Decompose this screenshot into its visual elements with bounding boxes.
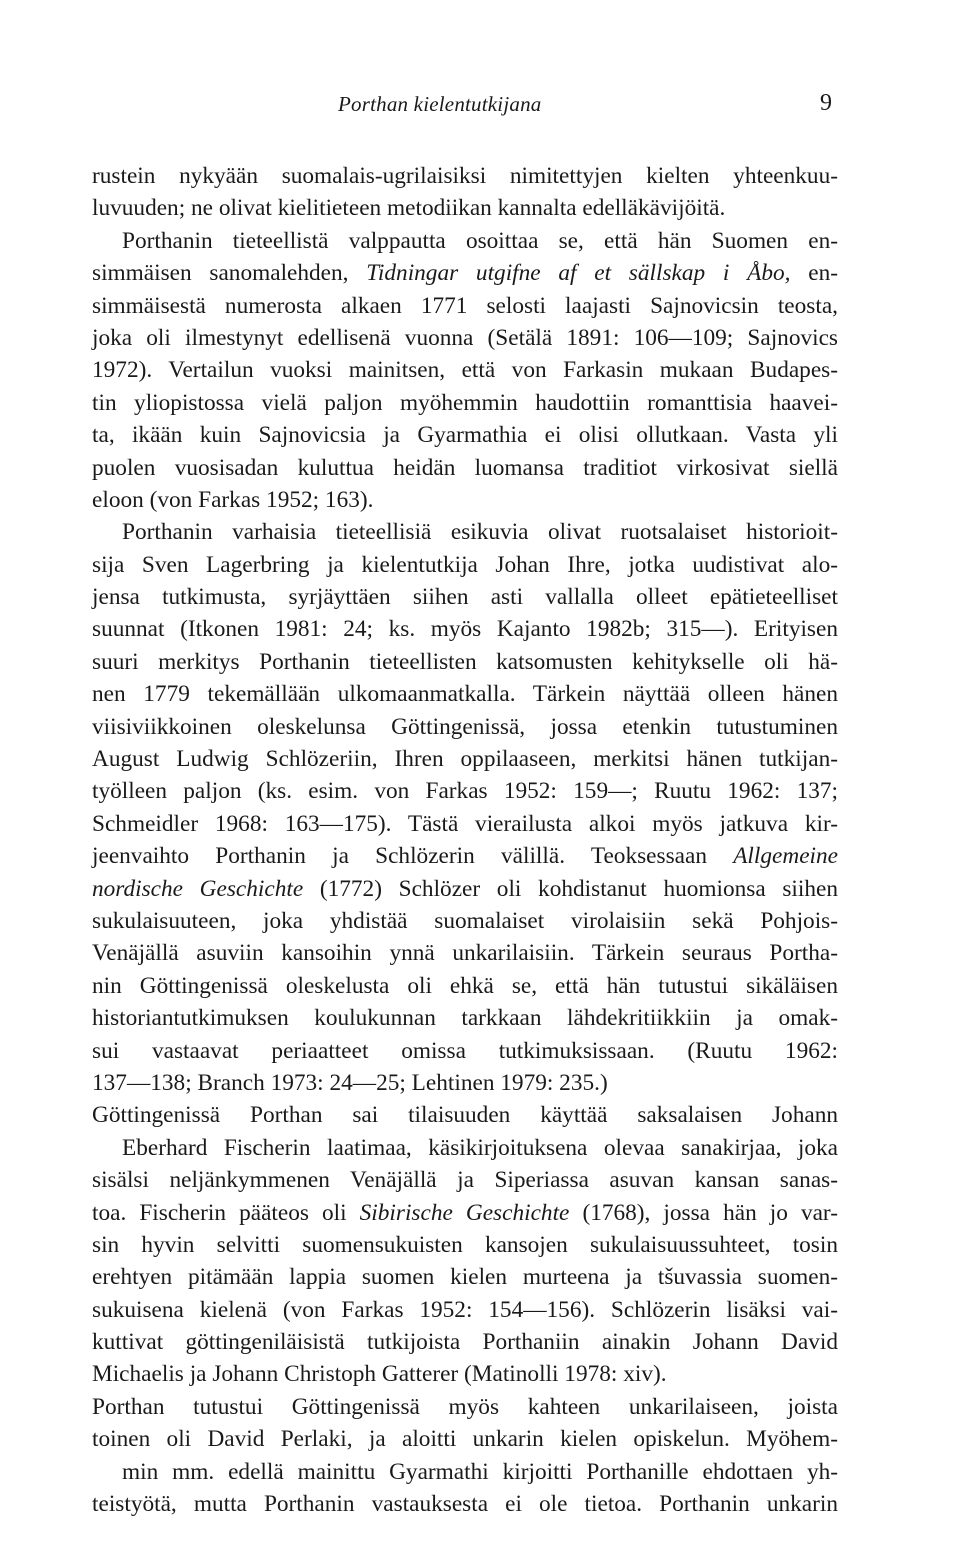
text-line: min mm. edellä mainittu Gyarmathi kirjoitti Porthanille ehdottaen yh- [122,1458,838,1485]
text-segment: en- [790,260,838,287]
text-line: August Ludwig Schlözeriin, Ihren oppilaaseen, merkitsi hänen tutkijan- [92,746,838,773]
text-segment: (1772) Schlözer oli kohdistanut huomionsa siihen [303,875,838,902]
text-line: suuri merkitys Porthanin tieteellisten katsomusten kehitykselle oli hä- [92,648,838,675]
text-line: joka oli ilmestynyt edellisenä vuonna (Setälä 1891: 106—109; Sajnovics [92,324,838,351]
text-line: Eberhard Fischerin laatimaa, käsikirjoituksena olevaa sanakirjaa, joka [122,1134,838,1161]
text-segment: (1768), jossa hän jo var- [569,1199,838,1226]
text-line: nin Göttingenissä oleskelusta oli ehkä se, että hän tutustui sikäläisen [92,972,838,999]
text-line: työlleen paljon (ks. esim. von Farkas 1952: 159—; Ruutu 1962: 137; [92,778,838,805]
text-line: erehtyen pitämään lappia suomen kielen murteena ja tšuvassia suomen- [92,1264,838,1291]
italic-title: nordische Geschichte [92,875,304,902]
text-line: viisiviikkoinen oleskelunsa Göttingenissä, jossa etenkin tutustuminen [92,713,838,740]
text-line [92,225,838,257]
text-line: tin yliopistossa vielä paljon myöhemmin haudottiin romanttisia haavei- [92,389,838,416]
text-line: nen 1779 tekemällään ulkomaanmatkalla. Tärkein näyttää olleen hänen [92,681,838,708]
text-line: historiantutkimuksen koulukunnan tarkkaan lähdekritiikkiin ja omak- [92,1005,838,1032]
text-line: Venäjällä asuviin kansoihin ynnä unkarilaisiin. Tärkein seuraus Portha- [92,940,838,967]
text-line [92,257,838,289]
text-line: Schmeidler 1968: 163—175). Tästä vierailusta alkoi myös jatkuva kir- [92,810,838,837]
text-line: ta, ikään kuin Sajnovicsia ja Gyarmathia ei olisi ollutkaan. Vasta yli [92,422,838,449]
italic-title: Allgemeine [733,843,838,870]
text-segment: toa. Fischerin pääteos oli [92,1199,360,1226]
text-line: eloon (von Farkas 1952; 163). [92,486,374,513]
text-line: Porthan tutustui Göttingenissä myös kahteen unkarilaiseen, joista [92,1393,838,1420]
page-number: 9 [820,90,832,116]
text-line: simmäisestä numerosta alkaen 1771 selosti laajasti Sajnovicsin teosta, [92,292,838,319]
text-line [92,1197,838,1229]
text-line: Göttingenissä Porthan sai tilaisuuden käyttää saksalaisen Johann [92,1102,838,1129]
text-segment: simmäisen sanomalehden, [92,260,367,287]
text-line: teistyötä, mutta Porthanin vastauksesta ei ole tietoa. Porthanin unkarin [92,1491,838,1518]
italic-title: Tidningar utgifne af et sällskap i Åbo, [366,260,791,287]
text-line: luvuuden; ne olivat kielitieteen metodiikan kannalta edelläkävijöitä. [92,195,726,222]
text-line: sisälsi neljänkymmenen Venäjällä ja Siperiassa asuvan kansan sanas- [92,1167,838,1194]
text-line: suunnat (Itkonen 1981: 24; ks. myös Kajanto 1982b; 315—). Erityisen [92,616,838,643]
text-line: sui vastaavat periaatteet omissa tutkimuksissaan. (Ruutu 1962: [92,1037,838,1064]
text-line: sukulaisuuteen, joka yhdistää suomalaiset virolaisiin sekä Pohjois- [92,907,838,934]
text-line: 137—138; Branch 1973: 24—25; Lehtinen 1979: 235.) [92,1069,608,1096]
text-line: 1972). Vertailun vuoksi mainitsen, että von Farkasin mukaan Budapes- [92,357,838,384]
italic-title: Sibirische Geschichte [359,1199,570,1226]
body-text [92,160,838,1520]
text-line: rustein nykyään suomalais-ugrilaisiksi nimitettyjen kielten yhteenkuu- [92,163,838,189]
running-head: Porthan kielentutkijana [338,92,542,116]
text-line: sukuisena kielenä (von Farkas 1952: 154—156). Schlözerin lisäksi vai- [92,1296,838,1323]
text-line: kuttivat göttingeniläisistä tutkijoista Porthaniin ainakin Johann David [92,1329,838,1356]
text-line: jensa tutkimusta, syrjäyttäen siihen asti vallalla olleet epätieteelliset [92,584,838,611]
text-line [92,873,838,905]
text-line: Michaelis ja Johann Christoph Gatterer (Matinolli 1978: xiv). [92,1361,667,1388]
text-line: toinen oli David Perlaki, ja aloitti unkarin kielen opiskelun. Myöhem- [92,1426,838,1453]
text-line: puolen vuosisadan kuluttua heidän luomansa traditiot virkosivat siellä [92,454,838,481]
text-line [92,840,838,872]
text-line: sin hyvin selvitti suomensukuisten kansojen sukulaisuussuhteet, tosin [92,1231,838,1258]
text-line: sija Sven Lagerbring ja kielentutkija Johan Ihre, jotka uudistivat alo- [92,551,838,578]
text-line: Porthanin varhaisia tieteellisiä esikuvia olivat ruotsalaiset historioit- [122,519,838,546]
text-segment: Porthanin tieteellistä valppautta osoittaa se, että hän Suomen en- [122,227,838,254]
text-segment: jeenvaihto Porthanin ja Schlözerin välillä. Teoksessaan [92,843,734,870]
